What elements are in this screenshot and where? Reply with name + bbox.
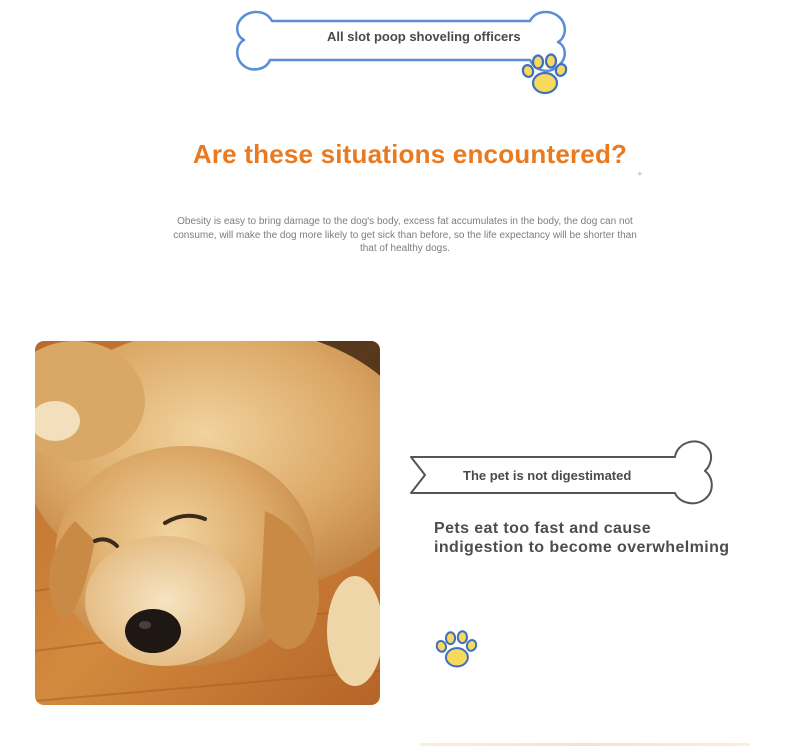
side-banner-label: The pet is not digestimated: [463, 468, 632, 483]
sparkle-icon: ✦: [636, 169, 644, 179]
banner-label: All slot poop shoveling officers: [327, 29, 521, 44]
paw-print-icon: [433, 629, 479, 671]
sleeping-golden-retriever-photo: [35, 341, 380, 705]
page-headline: Are these situations encountered?: [192, 139, 628, 169]
side-heading: Pets eat too fast and cause indigestion to become overwhelming: [434, 520, 730, 556]
paw-print-icon: [519, 52, 569, 98]
description-text: Obesity is easy to bring damage to the dog's body, excess fat accumulates in the body, the dog can not consume, will make the dog more likely to get sick than before, so the life expectancy will be shorter than that of healthy dogs.: [173, 216, 637, 254]
